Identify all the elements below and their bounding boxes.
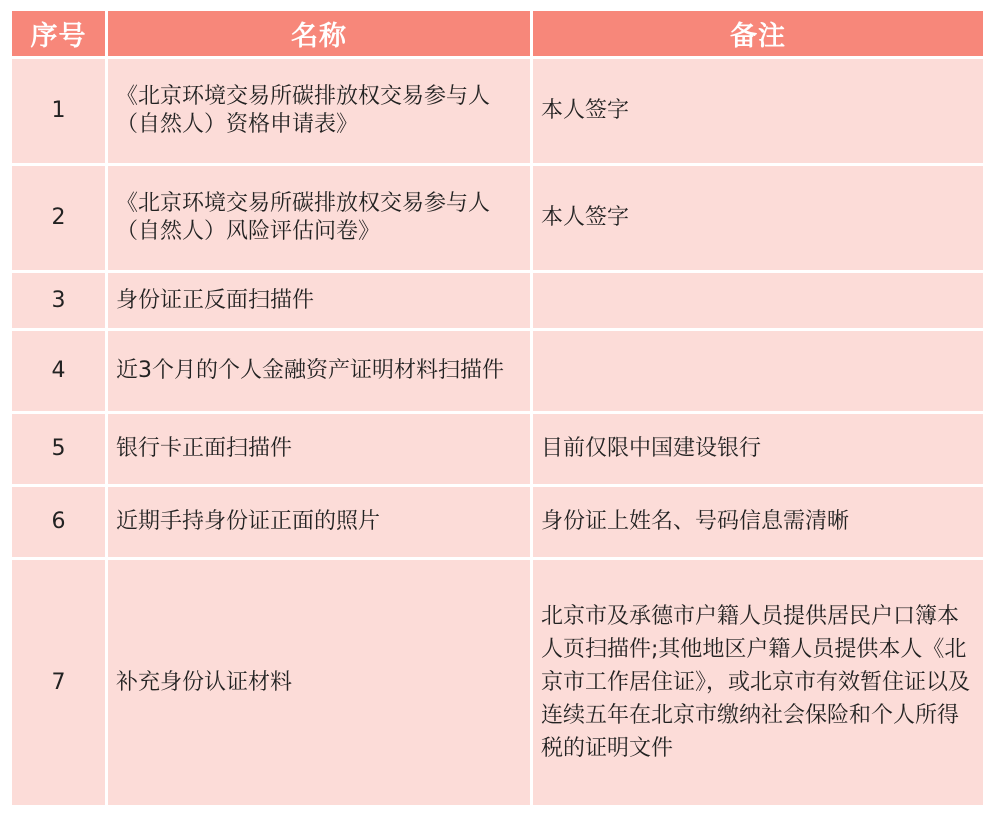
row-name: 近3个月的个人金融资产证明材料扫描件: [108, 331, 530, 411]
row-name: 银行卡正面扫描件: [108, 414, 530, 484]
row-name: 身份证正反面扫描件: [108, 273, 530, 328]
row-index: 1: [12, 59, 105, 163]
materials-table: [9, 8, 986, 808]
row-name: 近期手持身份证正面的照片: [108, 487, 530, 557]
row-index: 5: [12, 414, 105, 484]
header-index: 序号: [12, 11, 105, 56]
row-note: 身份证上姓名、号码信息需清晰: [533, 487, 983, 557]
row-note: [533, 331, 983, 411]
table-row: [12, 560, 983, 805]
row-note: 本人签字: [533, 59, 983, 163]
header-row: [12, 11, 983, 56]
row-note: 目前仅限中国建设银行: [533, 414, 983, 484]
header-name: 名称: [108, 11, 530, 56]
row-name: 《北京环境交易所碳排放权交易参与人（自然人）资格申请表》: [108, 59, 530, 163]
table-row: [12, 59, 983, 163]
header-note: 备注: [533, 11, 983, 56]
table-row: [12, 273, 983, 328]
row-name: 补充身份认证材料: [108, 560, 530, 805]
row-name: 《北京环境交易所碳排放权交易参与人（自然人）风险评估问卷》: [108, 166, 530, 270]
row-index: 4: [12, 331, 105, 411]
row-index: 2: [12, 166, 105, 270]
row-index: 6: [12, 487, 105, 557]
table-row: [12, 331, 983, 411]
row-note: [533, 273, 983, 328]
row-note: 本人签字: [533, 166, 983, 270]
row-note: 北京市及承德市户籍人员提供居民户口簿本人页扫描件;其他地区户籍人员提供本人《北京市工作居住证》，或北京市有效暂住证以及连续五年在北京市缴纳社会保险和个人所得税的证明文件: [533, 560, 983, 805]
table-row: [12, 414, 983, 484]
table-row: [12, 487, 983, 557]
table-row: [12, 166, 983, 270]
row-index: 7: [12, 560, 105, 805]
row-index: 3: [12, 273, 105, 328]
